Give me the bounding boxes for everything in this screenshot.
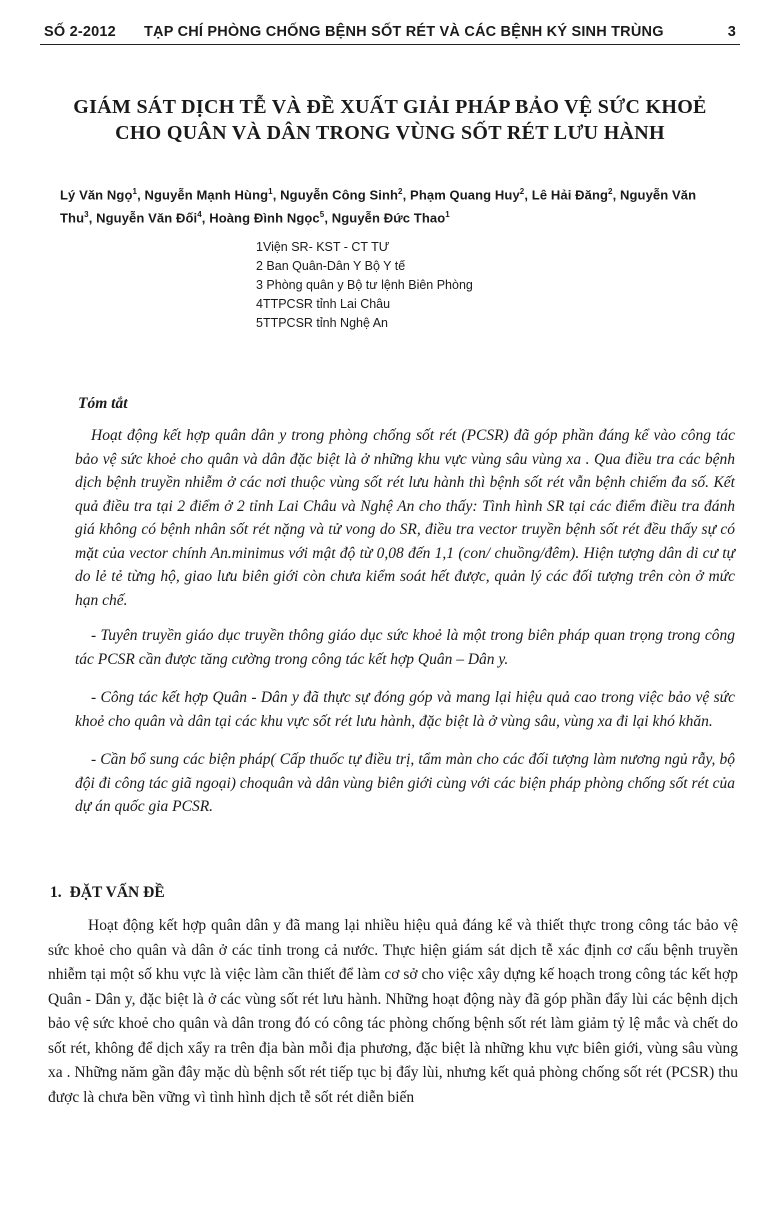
abstract-paragraph-1: Hoạt động kết hợp quân dân y trong phòng chống sốt rét (PCSR) đã góp phần đáng kể vào công tác bảo vệ sức khoẻ cho quân và dân đặc biệt là ở những khu vực vùng sâu vùng xa . Qua điều tra các bệnh dịch bệnh truyền nhiễm ở các nơi thuộc vùng sốt rét lưu hành thì bệnh sốt rét vẫn bệnh chiếm đa số. Kết quả điều tra tại 2 điểm ở 2 tỉnh Lai Châu và Nghệ An cho thấy: Tình hình SR tại các điểm điều tra đánh giá không có bệnh nhân sốt rét nặng và tử vong do SR, điều tra vector truyền bệnh sốt rét đều thấy sự có mặt của vector chính An.minimus với mật độ từ 0,08 đến 1,1 (con/ chuồng/đêm). Hiện tượng dân di cư tự do lẻ tẻ từng hộ, giao lưu biên giới còn chưa kiểm soát hết được, quản lý các đối tượng trên còn ở mức hạn chế. bbox=[75, 427, 735, 609]
author-affiliation-mark: 3 bbox=[84, 210, 89, 220]
affiliation-3: 3 Phòng quân y Bộ tư lệnh Biên Phòng bbox=[256, 278, 473, 292]
author-name: Lý Văn Ngọ bbox=[60, 187, 133, 203]
section-title: ĐẶT VẤN ĐỀ bbox=[69, 884, 165, 901]
author-name: Hoàng Đình Ngọc bbox=[209, 210, 320, 226]
page-number: 3 bbox=[727, 24, 736, 40]
author-list: Lý Văn Ngọ$^1$, Nguyễn Mạnh Hùng$^1$, Nguyễn Công Sinh$^2$, Phạm Quang Huy$^2$, Lê Hải Đăng$^2$, Nguyễn Văn Thu$^3$, Nguyễn Văn Đối$^4$, Hoàng Đình Ngọc$^5$, Nguyễn Đức Thao$^1$ bbox=[60, 187, 697, 226]
journal-name: TẠP CHÍ PHÒNG CHỐNG BỆNH SỐT RÉT VÀ CÁC BỆNH KÝ SINH TRÙNG bbox=[144, 24, 664, 40]
affiliation-1: 1Viện SR- KST - CT TƯ bbox=[256, 240, 390, 254]
running-header bbox=[40, 22, 740, 45]
author-name: Nguyễn Văn Thu bbox=[60, 187, 697, 226]
section-number: 1. bbox=[50, 884, 62, 901]
affiliation-2: 2 Ban Quân-Dân Y Bộ Y tế bbox=[256, 259, 406, 273]
abstract-body bbox=[75, 424, 735, 834]
section-body-text: Hoạt động kết hợp quân dân y đã mang lại nhiều hiệu quả đáng kể và thiết thực trong công tác bảo vệ sức khoẻ cho quân và dân ở các tỉnh trong cả nước. Thực hiện giám sát dịch tễ xác định cơ cấu bệnh truyền nhiễm tại một số khu vực là việc làm cần thiết để làm cơ sở cho việc xây dựng kế hoạch trong công tác kết hợp Quân - Dân y, đặc biệt là ở các vùng sốt rét lưu hành. Những hoạt động này đã góp phần đẩy lùi các bệnh dịch bảo vệ sức khoẻ cho quân và dân trong đó có công tác phòng chống bệnh sốt rét làm giảm tỷ lệ mắc và chết do sốt rét, không để dịch xẩy ra trên địa bàn mỗi địa phương, đặc biệt là những khu vực biên giới, vùng sâu vùng xa . Những năm gần đây mặc dù bệnh sốt rét tiếp tục bị đẩy lùi, nhưng kết quả phòng chống sốt rét (PCSR) thu được là chưa bền vững vì tình hình dịch tễ sốt rét diễn biến bbox=[48, 917, 738, 1106]
author-affiliation-mark: 2 bbox=[608, 187, 613, 196]
abstract-paragraph-2: - Tuyên truyền giáo dục truyền thông giáo dục sức khoẻ là một trong biên pháp quan trọng trong công tác PCSR cần được tăng cường trong công tác kết hợp Quân – Dân y. bbox=[75, 627, 735, 668]
author-affiliation-mark: 2 bbox=[398, 187, 403, 196]
affiliation-4: 4TTPCSR tỉnh Lai Châu bbox=[256, 297, 391, 311]
author-name: Nguyễn Mạnh Hùng bbox=[144, 187, 269, 203]
abstract-paragraph-4: - Cần bổ sung các biện pháp( Cấp thuốc tự điều trị, tẩm màn cho các đối tượng làm nương ngủ rẫy, bộ đội đi công tác giã ngoại) choquân và dân vùng biên giới cùng với các biện pháp phòng chống sốt rét của dự án quốc gia PCSR. bbox=[75, 751, 735, 815]
author-name: Nguyễn Văn Đối bbox=[96, 210, 198, 226]
author-name: Nguyễn Công Sinh bbox=[280, 187, 399, 203]
author-name: Lê Hải Đăng bbox=[531, 187, 609, 203]
title-line-2: CHO QUÂN VÀ DÂN TRONG VÙNG SỐT RÉT LƯU HÀNH bbox=[115, 122, 665, 144]
abstract-paragraph-3: - Công tác kết hợp Quân - Dân y đã thực sự đóng góp và mang lại hiệu quả cao trong việc bảo vệ sức khoẻ cho quân và dân tại các khu vực sốt rét lưu hành, đặc biệt là ở vùng sâu, vùng xa đi lại khó khăn. bbox=[75, 689, 735, 730]
author-affiliation-mark: 1 bbox=[445, 210, 450, 220]
author-affiliation-mark: 2 bbox=[519, 187, 525, 196]
issue-number: SỐ 2-2012 bbox=[44, 24, 116, 40]
abstract-heading: Tóm tắt bbox=[78, 395, 128, 412]
article-title bbox=[40, 94, 740, 146]
author-affiliation-mark: 5 bbox=[319, 210, 325, 220]
author-affiliation-mark: 1 bbox=[268, 187, 273, 196]
author-name: Phạm Quang Huy bbox=[410, 187, 520, 203]
author-name: Nguyễn Đức Thao bbox=[331, 210, 446, 226]
affiliation-5: 5TTPCSR tỉnh Nghệ An bbox=[256, 316, 389, 330]
title-line-1: GIÁM SÁT DỊCH TỄ VÀ ĐỀ XUẤT GIẢI PHÁP BẢO VỆ SỨC KHOẺ bbox=[73, 96, 707, 118]
author-affiliation-mark: 1 bbox=[132, 187, 138, 196]
section-heading bbox=[50, 884, 165, 902]
affiliations bbox=[256, 238, 656, 333]
author-affiliation-mark: 4 bbox=[197, 210, 202, 220]
